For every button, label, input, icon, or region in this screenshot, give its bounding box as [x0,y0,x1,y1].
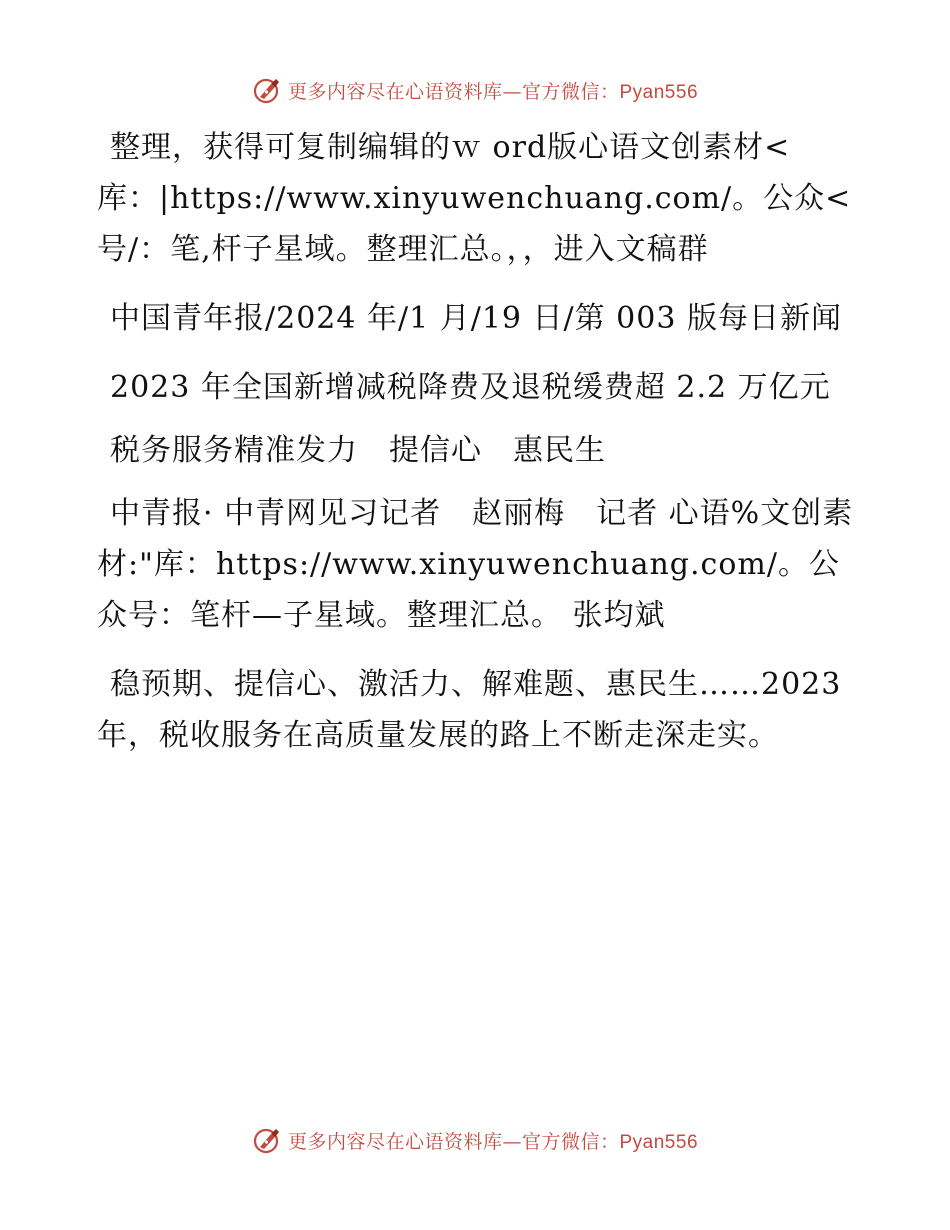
headline: 2023 年全国新增减税降费及退税缓费超 2.2 万亿元 [110,370,831,405]
banner-text: 更多内容尽在心语资料库—官方微信：Pyan556 [287,80,699,103]
document-body [97,122,857,779]
byline: 中青报· 中青网见习记者 赵丽梅 记者 心语%文创素材:"库：https://www.xinyuwenchuang.com/。公众号：笔杆—子星域。整理汇总。 张均斌 [97,496,854,633]
source-line: 中国青年报/2024 年/1 月/19 日/第 003 版每日新闻 [110,301,842,336]
footer-banner [0,1120,950,1160]
wechat-id: Pyan556 [619,81,699,103]
banner-text: 更多内容尽在心语资料库—官方微信：Pyan556 [287,1130,699,1153]
body-paragraph: 稳预期、提信心、激活力、解难题、惠民生……2023 年，税收服务在高质量发展的路上不断走深走实。 [97,667,842,753]
wechat-id: Pyan556 [619,1131,699,1153]
subheadline: 税务服务精准发力 提信心 惠民生 [110,433,606,468]
pen-nib-logo-icon [252,75,282,105]
header-banner [0,70,950,110]
promo-paragraph: 整理，获得可复制编辑的ｗ ord版心语文创素材<库：|https://www.xinyuwenchuang.com/。公众<号/：笔,杆子星域。整理汇总。，，进入文稿群 [97,130,852,267]
pen-nib-logo-icon [252,1125,282,1155]
